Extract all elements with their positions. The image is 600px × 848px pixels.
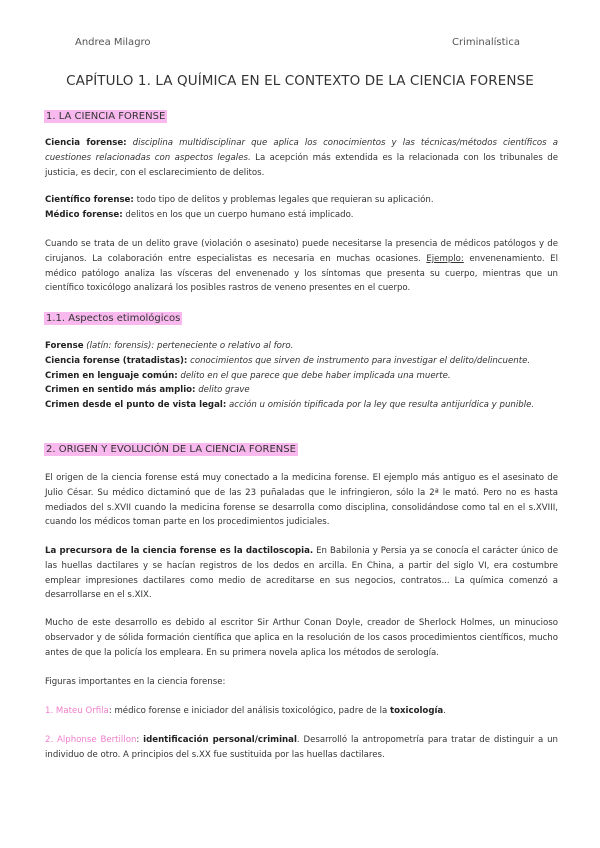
etymology-term: Crimen en lenguaje común: xyxy=(45,370,178,381)
ejemplo-label: Ejemplo: xyxy=(426,253,464,264)
etymology-text: delito en el que parece que debe haber implicada una muerte. xyxy=(180,370,451,381)
figure-bold: identificación personal/criminal xyxy=(143,735,297,745)
term-cientifico: Científico forense: xyxy=(45,195,134,205)
definition-paragraph xyxy=(45,136,558,180)
text-medico: delitos en los que un cuerpo humano está implicado. xyxy=(125,209,354,220)
paragraph-text-a: Cuando se trata de un delito grave (violación o asesinato) puede necesitarse la presencia de médicos patólogos y de cirujanos. La colaboración entre especialistas es necesaria en muchas ocasiones. xyxy=(45,239,558,264)
header-author: Andrea Milagro xyxy=(75,37,151,48)
etymology-text: (latín: forensis): perteneciente o relativo al foro. xyxy=(86,341,294,351)
header-subject: Criminalística xyxy=(452,37,520,48)
term-ciencia-forense: Ciencia forense: xyxy=(45,138,127,148)
paragraph-origen: El origen de la ciencia forense está muy conectado a la medicina forense. El ejemplo más antiguo es el asesinato de Julio César. Su médico dictaminó que de las 23 puñaladas que le infringieron, sólo la 2ª le mató. Pero no es hasta mediados del s.XVII cuando la medicina forense se desarrolla como disciplina, consolidándose como tal en el s.XVIII, cuando los médicos toman parte en los procedimientos judiciales. xyxy=(45,473,558,528)
figure-name: 2. Alphonse Bertillon xyxy=(45,735,137,745)
definition-italic: disciplina multidisciplinar que aplica los conocimientos y las técnicas/métodos científicos a cuestiones relacionadas con aspectos legales. xyxy=(45,138,558,163)
etymology-term: Crimen en sentido más amplio: xyxy=(45,385,196,396)
etymology-term: Forense xyxy=(45,341,84,351)
figure-text: : médico forense e iniciador del análisis toxicológico, padre de la xyxy=(108,706,388,716)
etymology-term: Crimen desde el punto de vista legal: xyxy=(45,400,227,411)
role-medico xyxy=(45,208,558,223)
dactiloscopia-text: En Babilonia y Persia ya se conocía el carácter único de las huellas dactilares y se hacían registros de los dedos en arcilla. En China, a partir del siglo VI, era costumbre emplear impresiones dactilares como medio de acreditarse en sus negocios, contratos... La química comenzó a desarrollarse en el s.XIX. xyxy=(45,546,559,601)
roles-paragraph xyxy=(45,193,558,223)
section-heading-2: 2. ORIGEN Y EVOLUCIÓN DE LA CIENCIA FORENSE xyxy=(46,444,296,455)
section-heading-1-1: 1.1. Aspectos etimológicos xyxy=(46,313,181,324)
etymology-item xyxy=(45,354,558,369)
paragraph-text-b: envenenamiento. El médico patólogo analiza las vísceras del envenenado y los síntomas que presenta su cuerpo, mientras que un científico toxicólogo analizará los posibles rastros de veneno presentes en el cuerpo. xyxy=(45,253,558,294)
paragraph-delito-grave xyxy=(45,237,558,296)
figure-bertillon xyxy=(45,733,558,763)
figure-name: 1. Mateu Orfila xyxy=(45,706,109,716)
etymology-item xyxy=(45,398,558,413)
text-cientifico: todo tipo de delitos y problemas legales que requieran su aplicación. xyxy=(136,195,434,205)
etymology-item xyxy=(45,383,558,398)
paragraph-dactiloscopia xyxy=(45,544,558,603)
figure-end: . xyxy=(443,706,446,716)
definition-rest: La acepción más extendida es la relacionada con los tribunales de justicia, es decir, con el esclarecimiento de delitos. xyxy=(45,152,559,178)
figure-text: . Desarrolló la antropometría para tratar de distinguir a un individuo de otro. A principios del s.XX fue sustituida por las huellas dactilares. xyxy=(45,735,558,760)
paragraph-conan-doyle: Mucho de este desarrollo es debido al escritor Sir Arthur Conan Doyle, creador de Sherlock Holmes, un minucioso observador y de sólida formación científica que aplica en la resolución de los casos procedimientos científicos, mucho antes de que la policía los empleara. En su primera novela aplica los métodos de serología. xyxy=(45,618,558,658)
etymology-item xyxy=(45,369,558,384)
etymology-item xyxy=(45,339,558,354)
etymology-term: Ciencia forense (tratadistas): xyxy=(45,355,188,366)
role-cientifico xyxy=(45,193,558,208)
figures-intro: Figuras importantes en la ciencia forense: xyxy=(45,677,226,687)
term-medico: Médico forense: xyxy=(45,209,123,220)
chapter-title: CAPÍTULO 1. LA QUÍMICA EN EL CONTEXTO DE LA CIENCIA FORENSE xyxy=(66,73,534,89)
etymology-text: acción u omisión tipificada por la ley que resulta antijurídica y punible. xyxy=(228,400,535,411)
figure-orfila xyxy=(45,704,558,719)
etymology-text: delito grave xyxy=(198,385,250,396)
dactiloscopia-bold: La precursora de la ciencia forense es la dactiloscopia. xyxy=(45,546,314,556)
etymology-text: conocimientos que sirven de instrumento para investigar el delito/delincuente. xyxy=(190,355,531,366)
figure-separator: : xyxy=(136,735,140,745)
etymology-list xyxy=(45,339,558,413)
section-heading-1: 1. LA CIENCIA FORENSE xyxy=(46,111,166,122)
figure-bold: toxicología xyxy=(389,706,444,716)
